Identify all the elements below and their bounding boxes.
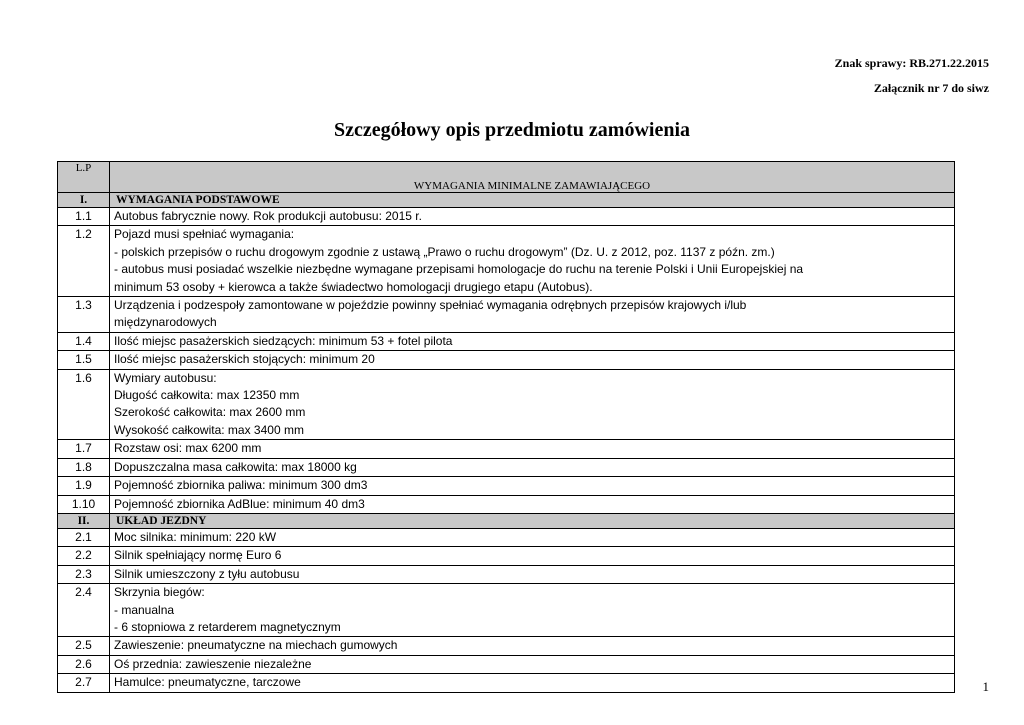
row-number: 1.1	[58, 208, 110, 226]
table-row	[58, 226, 955, 297]
requirement-text	[110, 440, 955, 458]
row-number: 2.3	[58, 565, 110, 583]
row-number: 1.2	[58, 226, 110, 297]
table-row	[58, 440, 955, 458]
text-line: minimum 53 osoby + kierowca a także świadectwo homologacji drugiego etapu (Autobus).	[114, 279, 593, 294]
row-number: 1.10	[58, 495, 110, 513]
row-number: 1.3	[58, 297, 110, 333]
requirement-text	[110, 674, 955, 692]
table-row	[58, 674, 955, 692]
row-number: 1.6	[58, 369, 110, 440]
row-number: 1.7	[58, 440, 110, 458]
requirement-text	[110, 547, 955, 565]
section-title	[110, 193, 955, 208]
row-number: 1.8	[58, 458, 110, 476]
section-row	[58, 193, 955, 208]
table-row	[58, 351, 955, 369]
document-title: Szczegółowy opis przedmiotu zamówienia	[333, 119, 691, 141]
text-line: Pojazd musi spełniać wymagania:	[114, 227, 295, 242]
text-line: Ilość miejsc pasażerskich siedzących: minimum 53 + fotel pilota	[114, 333, 453, 348]
text-line: Moc silnika: minimum: 220 kW	[114, 529, 277, 544]
table-header-row	[58, 162, 955, 193]
requirement-text	[110, 458, 955, 476]
requirement-text	[110, 495, 955, 513]
table-row	[58, 528, 955, 546]
text-line: UKŁAD JEZDNY	[116, 514, 207, 527]
table-row	[58, 637, 955, 655]
text-line: Silnik spełniający normę Euro 6	[114, 548, 282, 563]
text-line: - 6 stopniowa z retarderem magnetycznym	[114, 619, 341, 634]
table-row	[58, 369, 955, 440]
text-line: Oś przednia: zawieszenie niezależne	[114, 656, 312, 671]
section-row	[58, 513, 955, 528]
text-line: Dopuszczalna masa całkowita: max 18000 kg	[114, 459, 357, 474]
requirement-text	[110, 477, 955, 495]
table-row	[58, 495, 955, 513]
table-row	[58, 297, 955, 333]
row-number: 1.5	[58, 351, 110, 369]
row-number: II.	[58, 513, 110, 528]
text-line: Urządzenia i podzespoły zamontowane w pojeździe powinny spełniać wymagania odrębnych przepisów krajowych i/lub	[114, 298, 747, 313]
requirement-text	[110, 297, 955, 333]
text-line: Wymiary autobusu:	[114, 370, 217, 385]
text-line: - autobus musi posiadać wszelkie niezbędne wymagane przepisami homologacje do ruchu na terenie Polski i Unii Europejskiej na	[114, 262, 804, 277]
requirement-text	[110, 208, 955, 226]
row-number: 2.4	[58, 584, 110, 637]
row-number: 2.7	[58, 674, 110, 692]
row-number: 1.9	[58, 477, 110, 495]
case-reference: Znak sprawy: RB.271.22.2015	[834, 56, 989, 70]
text-line: Szerokość całkowita: max 2600 mm	[114, 405, 306, 420]
table-row	[58, 584, 955, 637]
text-line: Wysokość całkowita: max 3400 mm	[114, 422, 304, 437]
text-line: Autobus fabrycznie nowy. Rok produkcji autobusu: 2015 r.	[114, 209, 422, 223]
requirements-table	[57, 161, 955, 693]
requirement-text	[110, 565, 955, 583]
text-line: - manualna	[114, 602, 175, 617]
row-number: 2.6	[58, 655, 110, 673]
column-header-lp: L.P	[58, 162, 110, 193]
requirement-text	[110, 528, 955, 546]
text-line: - polskich przepisów o ruchu drogowym zgodnie z ustawą „Prawo o ruchu drogowym” (Dz. U. z 2012, poz. 1137 z późn. zm.)	[114, 244, 775, 259]
table-row	[58, 477, 955, 495]
row-number: 1.4	[58, 332, 110, 350]
table-row	[58, 655, 955, 673]
table-row	[58, 208, 955, 226]
text-line: Ilość miejsc pasażerskich stojących: minimum 20	[114, 352, 375, 367]
attachment-label: Załącznik nr 7 do siwz	[873, 81, 989, 95]
requirement-text	[110, 655, 955, 673]
column-header-requirements: WYMAGANIA MINIMALNE ZAMAWIAJĄCEGO	[110, 162, 955, 193]
row-number: 2.2	[58, 547, 110, 565]
table-row	[58, 565, 955, 583]
requirement-text	[110, 369, 955, 440]
requirement-text	[110, 332, 955, 350]
requirement-text	[110, 584, 955, 637]
text-line: Silnik umieszczony z tyłu autobusu	[114, 566, 300, 581]
row-number: 2.5	[58, 637, 110, 655]
requirement-text	[110, 351, 955, 369]
text-line: Rozstaw osi: max 6200 mm	[114, 441, 262, 456]
text-line: Skrzynia biegów:	[114, 585, 205, 600]
text-line: Zawieszenie: pneumatyczne na miechach gumowych	[114, 638, 398, 653]
requirement-text	[110, 637, 955, 655]
table-row	[58, 332, 955, 350]
text-line: WYMAGANIA PODSTAWOWE	[116, 194, 280, 206]
page-number: 1	[982, 679, 989, 694]
text-line: Pojemność zbiornika paliwa: minimum 300 dm3	[114, 478, 368, 493]
text-line: międzynarodowych	[114, 315, 217, 330]
requirement-text	[110, 226, 955, 297]
table-row	[58, 547, 955, 565]
row-number: I.	[58, 193, 110, 208]
section-title	[110, 513, 955, 528]
text-line: Pojemność zbiornika AdBlue: minimum 40 dm3	[114, 496, 365, 511]
text-line: Długość całkowita: max 12350 mm	[114, 388, 300, 403]
table-row	[58, 458, 955, 476]
text-line: Hamulce: pneumatyczne, tarczowe	[114, 675, 301, 690]
row-number: 2.1	[58, 528, 110, 546]
